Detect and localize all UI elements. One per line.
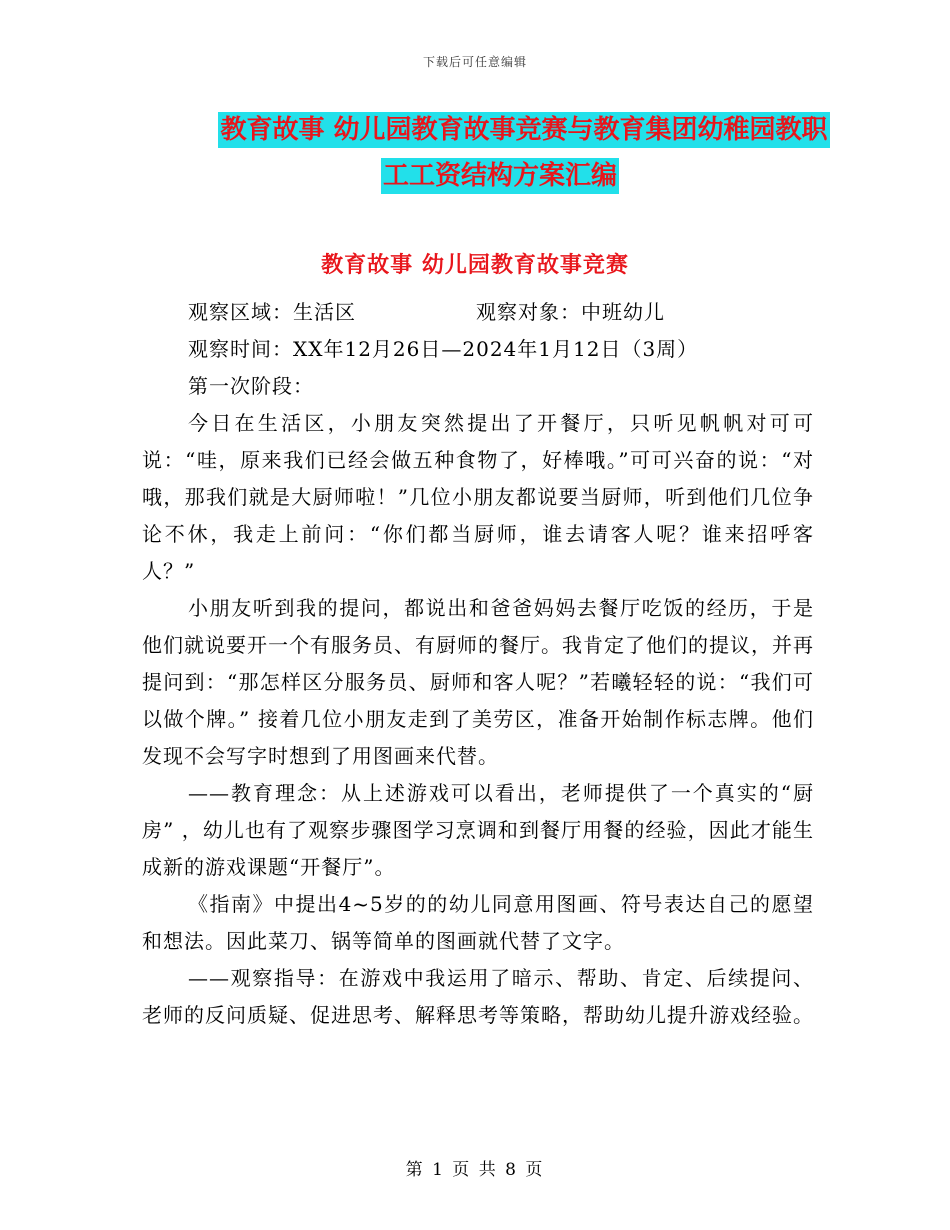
paragraph: 《指南》中提出4~5岁的的幼儿同意用图画、符号表达自己的愿望和想法。因此菜刀、锅等简单的图画就代替了文字。 xyxy=(142,892,814,953)
paragraph: ——观察指导：在游戏中我运用了暗示、帮助、肯定、后续提问、老师的反问质疑、促进思考、解释思考等策略，帮助幼儿提升游戏经验。 xyxy=(142,966,814,1027)
observation-time: 观察时间：XX年12月26日—2024年1月12日（3周） xyxy=(188,337,699,361)
observation-area: 观察区域：生活区 xyxy=(188,300,356,324)
observation-meta-row xyxy=(142,294,814,331)
title-line-2: 工工资结构方案汇编 xyxy=(381,158,619,194)
observation-target: 观察对象：中班幼儿 xyxy=(476,300,665,324)
document-body xyxy=(142,294,814,1034)
paragraph: ——教育理念：从上述游戏可以看出，老师提供了一个真实的“厨房” ，幼儿也有了观察步骤图学习烹调和到餐厅用餐的经验，因此才能生成新的游戏课题“开餐厅”。 xyxy=(142,781,814,879)
paragraph: 今日在生活区，小朋友突然提出了开餐厅，只听见帆帆对可可说：“哇，原来我们已经会做五种食物了，好棒哦。”可可兴奋的说：“对哦，那我们就是大厨师啦！”几位小朋友都说要当厨师，听到他们几位争论不休，我走上前问：“你们都当厨师，谁去请客人呢？谁来招呼客人？” xyxy=(142,411,814,583)
page-footer: 第 1 页 共 8 页 xyxy=(405,1160,545,1180)
title-line-1: 教育故事 幼儿园教育故事竞赛与教育集团幼稚园教职 xyxy=(218,112,829,148)
paragraph: 小朋友听到我的提问，都说出和爸爸妈妈去餐厅吃饭的经历，于是他们就说要开一个有服务员、有厨师的餐厅。我肯定了他们的提议，并再提问到：“那怎样区分服务员、厨师和客人呢？”若曦轻轻的说：“我们可以做个牌。” 接着几位小朋友走到了美劳区，准备开始制作标志牌。他们发现不会写字时想到了用图画来代替。 xyxy=(142,596,814,768)
document-title xyxy=(140,112,860,204)
stage-heading: 第一次阶段： xyxy=(188,374,314,398)
header-note: 下载后可任意编辑 xyxy=(422,55,527,69)
section-title: 教育故事 幼儿园教育故事竞赛 xyxy=(321,253,629,278)
